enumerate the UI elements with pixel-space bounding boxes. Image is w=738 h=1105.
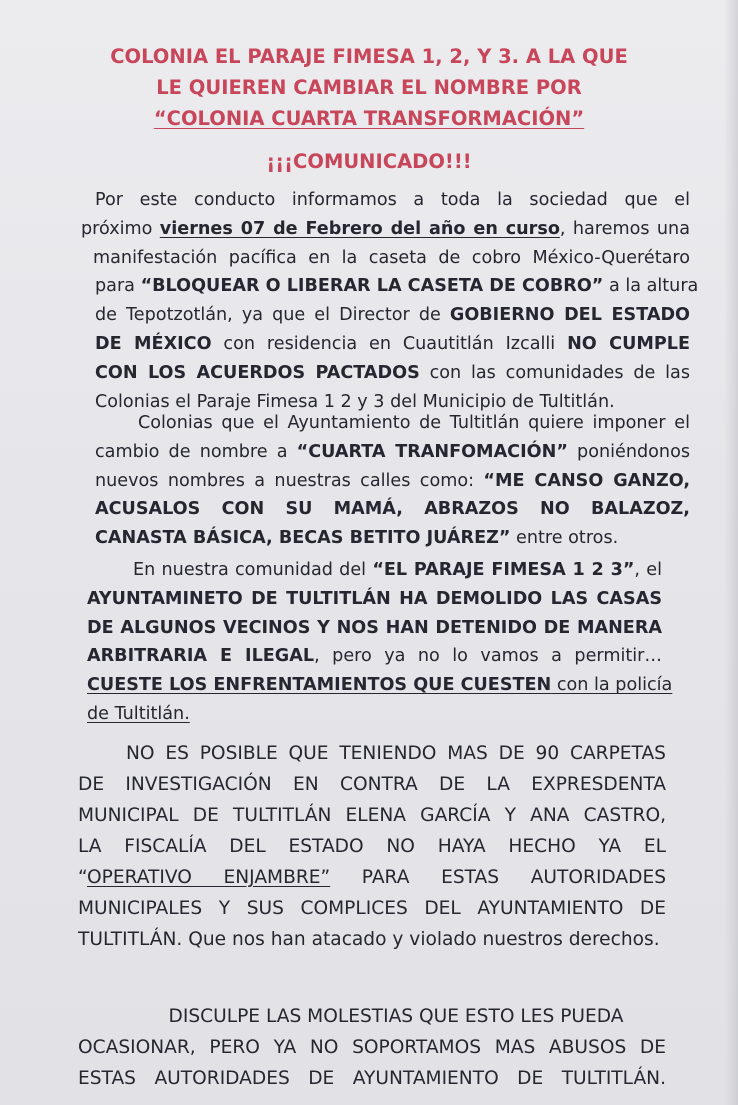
- p2-line: [95, 467, 690, 496]
- p5-line: [78, 1032, 666, 1063]
- paragraph-investigations: [78, 738, 666, 955]
- text: NO ES POSIBLE QUE TENIENDO MAS DE 90 CARPETAS: [126, 743, 666, 764]
- title-line-2: LE QUIEREN CAMBIAR EL NOMBRE POR: [156, 76, 582, 99]
- text: ESTAS AUTORIDADES DE AYUNTAMIENTO DE TULTITLÁN.: [78, 1068, 666, 1089]
- p3-line: [87, 700, 662, 729]
- p4-line: [78, 831, 666, 862]
- p1-line: [95, 186, 690, 215]
- bold-text: “ME CANSO GANZO,: [483, 470, 690, 491]
- p1-line: [95, 330, 690, 359]
- title-line-1: COLONIA EL PARAJE FIMESA 1, 2, Y 3. A LA QUE: [110, 45, 628, 68]
- p3-line: [87, 614, 662, 643]
- p1-line: [81, 215, 690, 244]
- paragraph-name-change: [95, 409, 690, 553]
- text: “: [78, 867, 87, 888]
- p2-line: [95, 495, 690, 524]
- p2-line: [138, 409, 690, 438]
- bold-text: AYUNTAMINETO DE TULTITLÁN HA DEMOLIDO LAS CASAS: [87, 588, 662, 609]
- p3-line: [87, 642, 662, 671]
- text: nuevos nombres a nuestras calles como:: [95, 470, 484, 491]
- text: Colonias el Paraje Fimesa 1 2 y 3 del Municipio de Tultitlán.: [95, 391, 615, 412]
- p1-line: [95, 359, 690, 388]
- text: , pero ya no lo vamos a permitir…: [314, 646, 662, 667]
- text: manifestación pacífica en la caseta de cobro México-Querétaro: [93, 247, 690, 268]
- bold-text: CUESTE LOS ENFRENTAMIENTOS QUE CUESTEN: [87, 675, 552, 696]
- text: PARA ESTAS AUTORIDADES: [330, 867, 667, 888]
- bold-text: NO CUMPLE: [567, 333, 690, 354]
- text: a la altura: [603, 276, 699, 297]
- text: MUNICIPALES Y SUS COMPLICES DEL AYUNTAMIENTO DE: [78, 898, 666, 919]
- text: . Que nos han atacado y violado nuestros derechos.: [176, 929, 660, 950]
- p3-line: [87, 585, 662, 614]
- bold-text: DE MÉXICO: [95, 333, 212, 354]
- text: de Tepotzotlán, ya que el Director de: [95, 305, 450, 326]
- p1-line: [95, 272, 699, 301]
- p4-line: [78, 924, 666, 955]
- text: próximo: [81, 218, 160, 239]
- title-line-3: “COLONIA CUARTA TRANSFORMACIÓN”: [153, 107, 585, 130]
- text: poniéndonos: [567, 441, 690, 462]
- text: con residencia en Cuautitlán Izcalli: [211, 333, 568, 354]
- p1-line: [93, 244, 690, 273]
- p3-line: [87, 671, 673, 700]
- text: TULTITLÁN: [78, 929, 177, 950]
- text: LA FISCALÍA DEL ESTADO NO HAYA HECHO YA EL: [78, 836, 666, 857]
- text: DE INVESTIGACIÓN EN CONTRA DE LA EXPRESDENTA: [78, 774, 666, 795]
- paragraph-manifestation: [81, 186, 699, 416]
- p4-line: [78, 893, 666, 924]
- text: cambio de nombre a: [95, 441, 297, 462]
- p5-line: [126, 1001, 666, 1032]
- text: En nuestra comunidad del: [133, 560, 373, 580]
- text: , el: [634, 560, 662, 580]
- text: de Tultitlán.: [87, 703, 190, 724]
- text: Colonias que el Ayuntamiento de Tultitlán quiere imponer el: [138, 413, 690, 433]
- text: Por este conducto informamos a toda la sociedad que el: [95, 190, 690, 210]
- operativo-name: OPERATIVO ENJAMBRE”: [86, 867, 331, 888]
- p2-line: [95, 438, 690, 467]
- bold-text: ACUSALOS CON SU MAMÁ, ABRAZOS NO BALAZOZ,: [95, 499, 690, 520]
- p4-line: [126, 738, 666, 769]
- bold-text: “EL PARAJE FIMESA 1 2 3”: [372, 560, 635, 580]
- text: entre otros.: [510, 528, 619, 549]
- bold-text: “CUARTA TRANFOMACIÓN”: [296, 441, 568, 462]
- text: DISCULPE LAS MOLESTIAS QUE ESTO LES PUEDA: [168, 1006, 624, 1027]
- p1-line: [95, 301, 690, 330]
- p2-line: [95, 524, 690, 553]
- bold-text: ARBITRARIA E ILEGAL: [87, 646, 315, 667]
- text: OCASIONAR, PERO YA NO SOPORTAMOS MAS ABUSOS DE: [78, 1037, 666, 1058]
- paragraph-apology: [78, 1001, 666, 1094]
- bold-text: GOBIERNO DEL ESTADO: [449, 305, 691, 326]
- bold-text: DE ALGUNOS VECINOS Y NOS HAN DETENIDO DE MANERA: [87, 617, 662, 638]
- event-date: viernes 07 de Febrero del año en curso: [159, 218, 560, 239]
- text: con la policía: [551, 675, 673, 696]
- bold-text: CANASTA BÁSICA, BECAS BETITO JUÁREZ”: [95, 528, 511, 549]
- paragraph-demolitions: [87, 556, 673, 729]
- text: , haremos una: [559, 218, 690, 239]
- p4-line: [78, 769, 666, 800]
- notice-title: [40, 41, 698, 134]
- text: MUNICIPAL DE TULTITLÁN ELENA GARCÍA Y ANA CASTRO,: [78, 805, 666, 826]
- p3-line: [133, 556, 662, 585]
- p4-line: [78, 862, 666, 893]
- text: con las comunidades de las: [419, 362, 690, 383]
- bold-text: “BLOQUEAR O LIBERAR LA CASETA DE COBRO”: [140, 276, 604, 297]
- text: para: [95, 276, 141, 297]
- bold-text: CON LOS ACUERDOS PACTADOS: [95, 362, 420, 383]
- comunicado-heading: ¡¡¡COMUNICADO!!!: [266, 150, 472, 173]
- p4-line: [78, 800, 666, 831]
- p5-line: [78, 1063, 666, 1094]
